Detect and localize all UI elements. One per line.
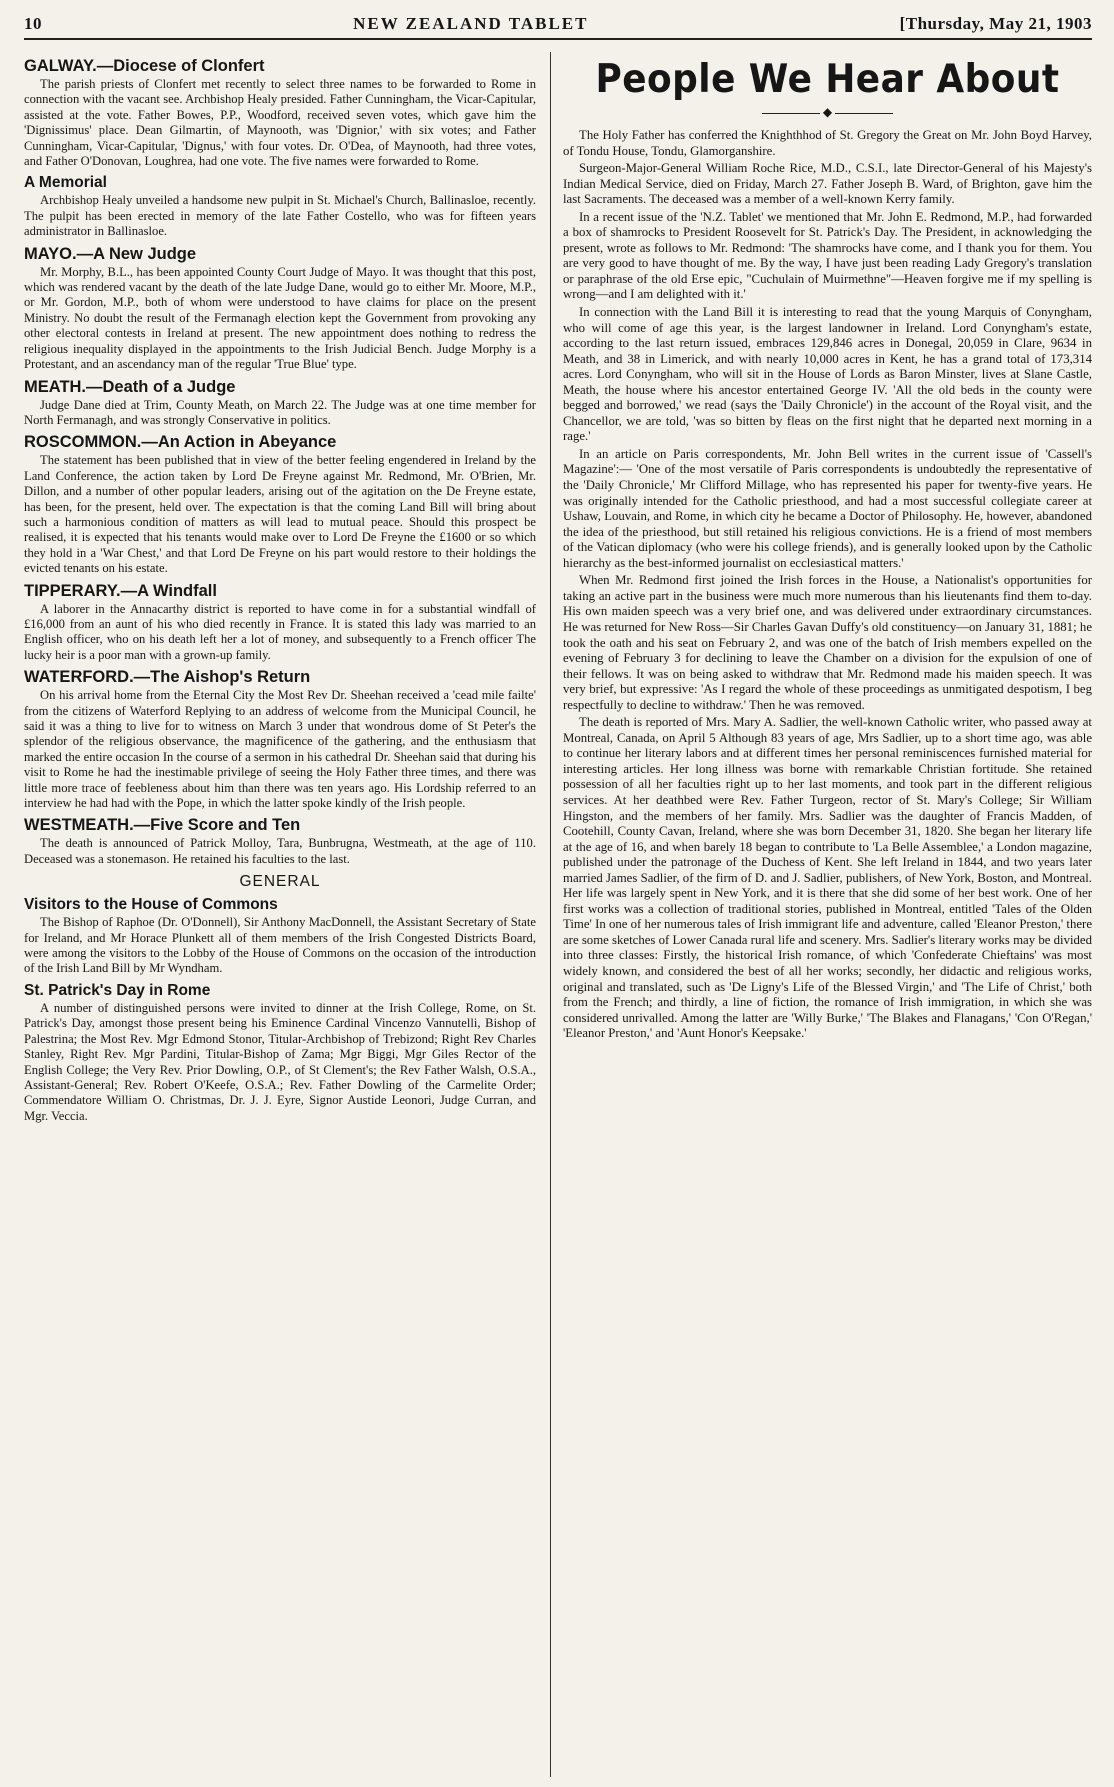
- left-column: [24, 52, 546, 1777]
- column-title: People We Hear About: [595, 57, 1060, 102]
- article-paragraph: The statement has been published that in view of the better feeling engendered in Ireland by the Land Conference, the action taken by Lord De Freyne against Mr. Redmond, Mr. O'Brien, Mr. Dillon, and a number of other popular leaders, arising out of the agitation on the De Freyne estate, has been, for the present, held over. The expectation is that the coming Land Bill will bring about such a harmonious condition of matters as will lead to mutual peace. Should this prospect be realised, it is expected that his tenants would make over to Lord De Freyne the £1600 or so which they hold in a 'War Chest,' and that Lord De Freyne on his part would restore to their holdings the evicted tenants on his estate.: [24, 453, 536, 576]
- article-paragraph: In an article on Paris correspondents, Mr. John Bell writes in the current issue of 'Cassell's Magazine':— 'One of the most versatile of Paris correspondents is undoubtedly the representative of the 'Daily Chronicle,' Mr Clifford Millage, who has represented his paper for twenty-five years. He was originally intended for the Catholic priesthood, and had a most successful collegiate career at Ushaw, Louvain, and Rome, in which city he became a Doctor of Philosophy. He, however, abandoned the idea of the priesthood, but still retained his religious convictions. He is a friend of most members of the Vatican diplomacy (who were his college friends), and is generally looked upon by the Catholic hierarchy as the best-informed journalist on ecclesiastical matters.': [563, 446, 1092, 570]
- article-paragraph: Surgeon-Major-General William Roche Rice, M.D., C.S.I., late Director-General of his Majesty's Indian Medical Service, died on Friday, March 27. Father Joseph B. Ward, of Brighton, gave him the last Sacraments. The deceased was a member of a well-known Kerry family.: [563, 161, 1092, 207]
- section-heading: WESTMEATH.—Five Score and Ten: [24, 816, 301, 835]
- ornament-line: [762, 113, 820, 114]
- column-divider: [550, 52, 551, 1777]
- article-paragraph: The Holy Father has conferred the Knighthhod of St. Gregory the Great on Mr. John Boyd Harvey, of Tondu House, Tondu, Glamorganshire.: [563, 128, 1092, 158]
- article-paragraph: Judge Dane died at Trim, County Meath, on March 22. The Judge was at one time member for North Fermanagh, and was strongly Conservative in politics.: [24, 397, 536, 427]
- article-paragraph: A laborer in the Annacarthy district is reported to have come in for a substantial windfall of £16,000 from an aunt of his who died recently in France. It is stated this lady was married to an English officer, who on his death left her a lot of money, and subsequently to a French officer The lucky heir is a poor man with a grown-up family.: [24, 601, 536, 662]
- article-paragraph: In a recent issue of the 'N.Z. Tablet' we mentioned that Mr. John E. Redmond, M.P., had forwarded a box of shamrocks to President Roosevelt for St. Patrick's Day. The President, in acknowledging the present, wrote as follows to Mr. Redmond: 'The shamrocks have come, and I thank you for them. You are very good to have thought of me. By the way, I have just been reading Lady Gregory's translation or paraphrase of the old Erse epic, "Cuchulain of Muirmethne"—Heaven forgive me if my spelling is wrong—and I am delighted with it.': [563, 209, 1092, 302]
- publication-title: NEW ZEALAND TABLET: [353, 14, 589, 33]
- section-heading: MAYO.—A New Judge: [24, 244, 197, 263]
- section-heading: GALWAY.—Diocese of Clonfert: [24, 57, 265, 75]
- diamond-icon: ◆: [822, 105, 833, 119]
- article-paragraph: The Bishop of Raphoe (Dr. O'Donnell), Sir Anthony MacDonnell, the Assistant Secretary of State for Ireland, and Mr Horace Plunkett all of them members of the Irish Congested Districts Board, were among the visitors to the Lobby of the House of Commons on the occasion of the introduction of the Irish Land Bill by Mr Wyndham.: [24, 915, 536, 976]
- section-heading: Visitors to the House of Commons: [24, 896, 278, 914]
- article-paragraph: The death is announced of Patrick Molloy, Tara, Bunbrugna, Westmeath, at the age of 110. Deceased was a stonemason. He retained his faculties to the last.: [24, 836, 536, 866]
- section-heading: A Memorial: [24, 174, 107, 192]
- issue-date: [Thursday, May 21, 1903: [899, 14, 1092, 33]
- page-number: 10: [24, 14, 42, 33]
- article-paragraph: A number of distinguished persons were invited to dinner at the Irish College, Rome, on St. Patrick's Day, amongst those present being his Eminence Cardinal Vincenzo Vannutelli, Bishop of Palestrina; the Most Rev. Mgr Edmond Stonor, Titular-Archbishop of Trebizond; Right Rev Charles Stanley, Right Rev. Mgr Pardini, Titular-Bishop of Zama; Mgr Biggi, Mgr Giles Rector of the English College; the Very Rev. Prior Dowling, O.P., of St Clement's; the Rev Father Walsh, O.S.A., Assistant-General; Rev. Robert O'Keefe, O.S.A.; Rev. Father Dowling of the Carmelite Order; Commendatore William O. Christmas, Dr. J. J. Eyre, Signor Austide Leonori, Judge Curran, and Mgr. Veccia.: [24, 1000, 536, 1123]
- article-paragraph: Archbishop Healy unveiled a handsome new pulpit in St. Michael's Church, Ballinasloe, recently. The pulpit has been erected in memory of the late Father Costello, who was for fifteen years administrator in Ballinasloe.: [24, 193, 536, 239]
- page-header: [24, 14, 1092, 40]
- article-paragraph: When Mr. Redmond first joined the Irish forces in the House, a Nationalist's opportunities for taking an active part in the business were much more numerous than his lieutenants find them to-day. His own maiden speech was a very brief one, and was delivered under extraordinary circumstances. He was returned for New Ross—Sir Charles Gavan Duffy's old constituency—on January 31, 1881; he took the oath and his seat on February 2, and was one of the batch of Irish members expelled on the evening of February 3 for declining to leave the Chamber on a division for the expulsion of one of their fellows. It was on being asked to withdraw that Mr. Redmond made his maiden speech. It was very brief, but expressive: 'As I regard the whole of these proceedings as unmitigated despotism, I beg respectfully to decline to withdraw.' Then he was removed.: [563, 573, 1092, 712]
- article-paragraph: The parish priests of Clonfert met recently to select three names to be forwarded to Rome in connection with the vacant see. Archbishop Healy presided. Father Cunningham, the Vicar-Capitular, assisted at the vote. Father Bowes, P.P., Woodford, received seven votes, which gave him the 'Dignissimus' place. Dean Gilmartin, of Maynooth, was 'Dignior,' with six votes; and Father Cunningham, Vicar-Capitular, 'Dignus,' with four votes. Dr. O'Dea, of Maynooth, had three votes, and Father O'Donovan, Loughrea, had one vote. The five names were forwarded to Rome.: [24, 77, 536, 169]
- title-ornament: [563, 106, 1092, 118]
- article-paragraph: On his arrival home from the Eternal City the Most Rev Dr. Sheehan received a 'cead mile failte' from the citizens of Waterford Replying to an address of welcome from the Municipal Council, he said it was a thing to live for to witness on March 3 under that wondrous dome of St Peter's the splendor of the religious observance, the magnificence of the gathering, and the enthusiasm that marked the entire occasion In the course of a sermon in his cathedral Dr. Sheehan said that during his visit to Rome he had the inestimable privilege of seeing the Holy Father three times, and there was little more trace of feebleness about him than there was ten years ago. His Lordship referred to an interview he had had with the Pope, in which the latter spoke kindly of the Irish people.: [24, 688, 536, 811]
- article-paragraph: In connection with the Land Bill it is interesting to read that the young Marquis of Conyngham, who will come of age this year, is the largest landowner in Ireland. Lord Conyngham's estate, according to the last return issued, embraces 129,846 acres in Donegal, 20,059 in Clare, 9634 in Meath, and 38 in Limerick, and with nearly 10,000 acres in Kent, he has a grand total of 173,314 acres. Lord Conyngham, who will sit in the House of Lords as Baron Minster, lives at Slane Castle, Meath, the house where his ancestor entertained George IV. 'All the old beds in the county were begged and borrowed,' we read (says the 'Daily Chronicle') in the account of the Royal visit, and the Chancellor, we are told, 'was so bitten by fleas on the first night that he departed next morning in a rage.': [563, 305, 1092, 444]
- section-heading: WATERFORD.—The Aishop's Return: [24, 668, 311, 687]
- section-heading: MEATH.—Death of a Judge: [24, 377, 236, 396]
- right-column: [563, 52, 1092, 1777]
- article-paragraph: The death is reported of Mrs. Mary A. Sadlier, the well-known Catholic writer, who passed away at Montreal, Canada, on April 5 Although 83 years of age, Mrs Sadlier, up to a short time ago, was able to continue her literary labors and at different times her personal reminiscences furnished material for interesting articles. Her long illness was borne with remarkable Christian fortitude. She retained possession of all her faculties right up to her last moments, and took part in the different religious services. At her deathbed were Rev. Father Turgeon, rector of St. Mary's College; Sir William Hingston, and the members of her family. Mrs. Sadlier was the daughter of Francis Madden, of Cootehill, County Cavan, Ireland, where she was born December 31, 1820. She began her literary life at the age of 16, and when barely 18 began to contribute to 'La Belle Assemblee,' a London magazine, published under the patronage of the Duchess of Kent. She left Ireland in 1844, and two years later married James Sadlier, of the firm of D. and J. Sadlier, publishers, of New York, Boston, and Montreal. Her life was largely spent in New York, and it is there that she did some of her best work. One of her first works was a collection of traditional stories, published in Montreal, entitled 'Tales of the Olden Time' In one of her numerous tales of Irish immigrant life and adventure, called 'Eleanor Preston,' there are some sketches of Lower Canada rural life and scenery. Mrs. Sadlier's literary works may be divided into three classes: Firstly, the historical Irish romance, of which 'Confederate Chieftains' was most widely known, and considered the best of all her works; secondly, her didactic and religious works, original and translated, such as 'De Ligny's Life of the Blessed Virgin,' and 'The Life of Christ,' both from the French; and thirdly, a line of fiction, the romance of Irish immigration, in which she was considered unrivalled. Among the latter are 'Willy Burke,' 'The Blakes and Flanagans,' 'Con O'Regan,' 'Eleanor Preston,' and 'Aunt Honor's Keepsake.': [563, 715, 1092, 1041]
- article-paragraph: Mr. Morphy, B.L., has been appointed County Court Judge of Mayo. It was thought that this post, which was rendered vacant by the death of the late Judge Dane, would go to either Mr. Moore, M.P., or Mr. Gordon, M.P., both of whom were understood to have claims for place on the present Ministry. No doubt the result of the Fermanagh election kept the Government from provoking any other electoral contests in Ireland at present. The new appointment does nothing to redress the religious inequality displayed in the appointments to the Irish Judicial Bench. Judge Morphy is a Protestant, and an ascendancy man of the regular 'True Blue' type.: [24, 264, 536, 372]
- section-heading: St. Patrick's Day in Rome: [24, 981, 211, 999]
- ornament-line: [835, 113, 893, 114]
- columns: [24, 52, 1092, 1777]
- general-heading: GENERAL: [239, 873, 321, 891]
- section-heading: ROSCOMMON.—An Action in Abeyance: [24, 433, 337, 452]
- section-heading: TIPPERARY.—A Windfall: [24, 581, 217, 600]
